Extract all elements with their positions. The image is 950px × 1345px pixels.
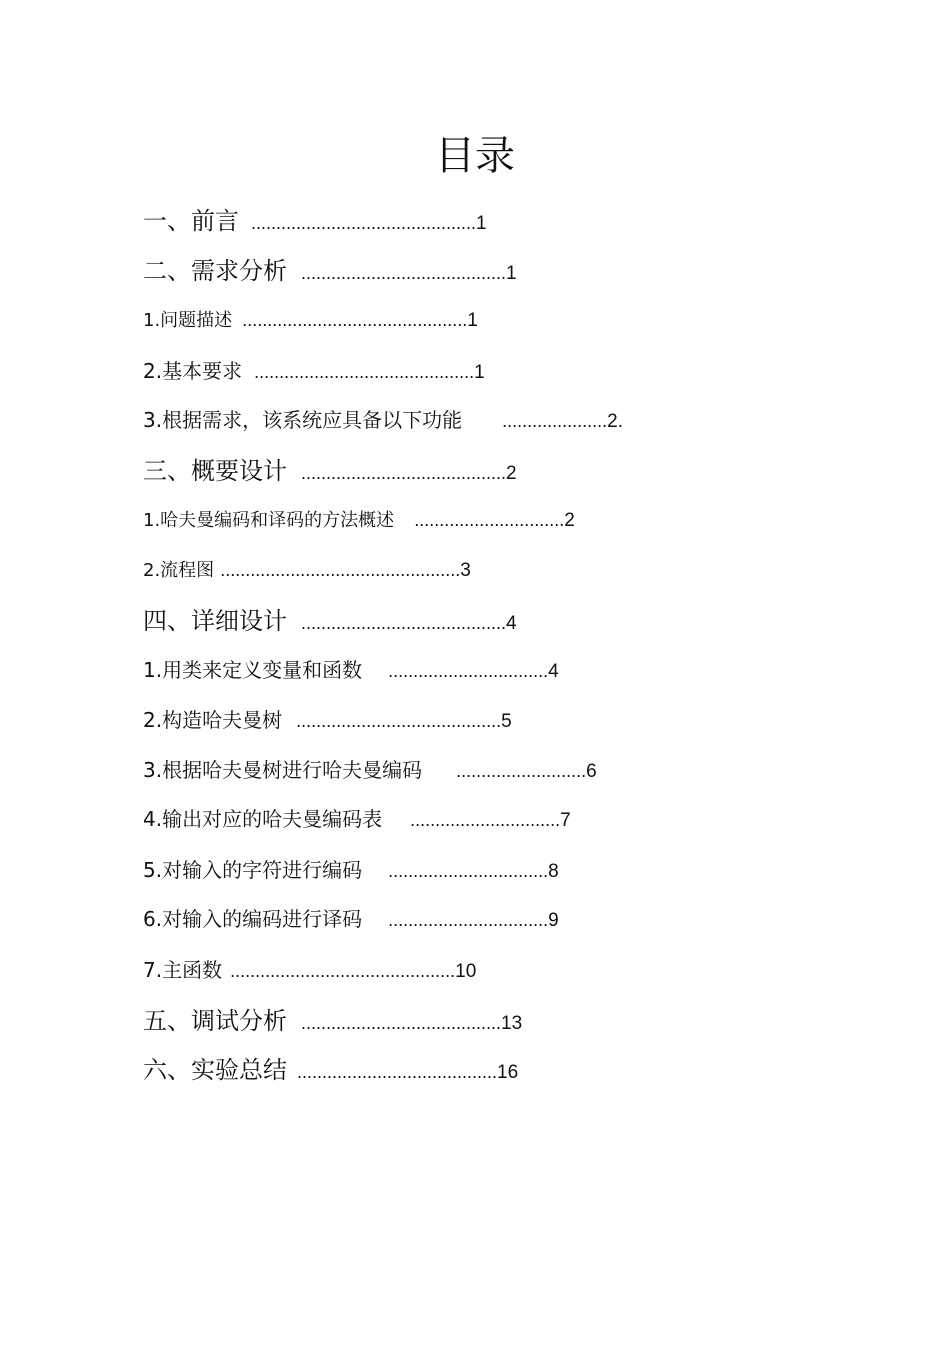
toc-entry-label: 2.构造哈夫曼树 <box>143 708 283 732</box>
toc-page-number: 2. <box>607 411 623 432</box>
toc-entry-label: 五、调试分析 <box>143 1007 287 1035</box>
toc-dot-leader: ................................ <box>388 661 549 681</box>
toc-entry-label: 四、详细设计 <box>143 607 287 635</box>
toc-entry-experiment-summary[interactable] <box>143 1050 518 1085</box>
page-title: 目录 <box>435 133 515 179</box>
toc-entry-label: 3.根据需求，该系统应具备以下功能 <box>143 408 463 432</box>
toc-dot-leader: ................................ <box>388 910 549 930</box>
toc-entry-label: 三、概要设计 <box>143 457 287 485</box>
toc-dot-leader: ..................... <box>502 411 608 431</box>
toc-page-number: 4 <box>548 661 559 682</box>
toc-page-number: 13 <box>501 1013 523 1034</box>
toc-entry-label: 2.流程图 <box>143 560 215 581</box>
toc-entry-huffman-method-overview[interactable] <box>143 506 575 532</box>
toc-entry-system-functions[interactable] <box>143 404 623 433</box>
toc-page-number: 5 <box>501 711 512 732</box>
toc-entry-label: 二、需求分析 <box>143 257 287 285</box>
toc-entry-main-function[interactable] <box>143 954 476 983</box>
toc-entry-class-definitions[interactable] <box>143 654 559 683</box>
toc-dot-leader: ................................ <box>388 861 549 881</box>
toc-entry-label: 2.基本要求 <box>143 359 243 383</box>
toc-entry-outline-design[interactable] <box>143 451 517 486</box>
toc-entry-label: 6.对输入的编码进行译码 <box>143 907 363 931</box>
toc-page-number: 8 <box>548 861 559 882</box>
toc-dot-leader: ......................................... <box>296 711 502 731</box>
toc-dot-leader: ................................................ <box>220 560 461 580</box>
toc-entry-requirements-analysis[interactable] <box>143 251 517 286</box>
toc-dot-leader: ............................................. <box>251 213 477 233</box>
toc-dot-leader: .............................. <box>410 810 561 830</box>
toc-entry-detailed-design[interactable] <box>143 601 517 636</box>
toc-entry-huffman-encoding[interactable] <box>143 754 597 783</box>
toc-dot-leader: ......................................... <box>301 263 507 283</box>
toc-page-number: 10 <box>455 961 477 982</box>
toc-page-number: 9 <box>548 910 559 931</box>
toc-page-number: 1 <box>474 362 485 383</box>
toc-entry-preface[interactable] <box>143 201 487 236</box>
toc-entry-label: 5.对输入的字符进行编码 <box>143 858 363 882</box>
toc-entry-label: 六、实验总结 <box>143 1056 287 1084</box>
toc-page-number: 1 <box>467 310 478 331</box>
toc-entry-flowchart[interactable] <box>143 556 471 582</box>
toc-dot-leader: .......................... <box>456 761 587 781</box>
toc-page-number: 2 <box>506 463 517 484</box>
toc-page-number: 7 <box>560 810 571 831</box>
toc-page-number: 1 <box>506 263 517 284</box>
toc-entry-basic-requirements[interactable] <box>143 355 485 384</box>
toc-entry-label: 一、前言 <box>143 207 239 235</box>
toc-page-number: 4 <box>506 613 517 634</box>
toc-page-number: 3 <box>460 560 471 581</box>
toc-page-number: 1 <box>476 213 487 234</box>
toc-dot-leader: ........................................ <box>297 1062 498 1082</box>
toc-dot-leader: ............................................. <box>242 310 468 330</box>
toc-dot-leader: ............................................ <box>254 362 475 382</box>
toc-entry-build-huffman-tree[interactable] <box>143 704 512 733</box>
toc-entry-output-code-table[interactable] <box>143 803 571 832</box>
toc-page-number: 2 <box>564 510 575 531</box>
toc-dot-leader: ......................................... <box>301 463 507 483</box>
toc-entry-label: 1.用类来定义变量和函数 <box>143 658 363 682</box>
toc-dot-leader: ........................................ <box>301 1013 502 1033</box>
toc-entry-encode-characters[interactable] <box>143 854 559 883</box>
toc-page-number: 6 <box>586 761 597 782</box>
toc-dot-leader: ............................................. <box>230 961 456 981</box>
toc-entry-label: 3.根据哈夫曼树进行哈夫曼编码 <box>143 758 423 782</box>
toc-dot-leader: .............................. <box>414 510 565 530</box>
toc-entry-label: 1.问题描述 <box>143 310 233 331</box>
toc-dot-leader: ......................................... <box>301 613 507 633</box>
toc-entry-label: 1.哈夫曼编码和译码的方法概述 <box>143 510 395 531</box>
toc-page-number: 16 <box>497 1062 519 1083</box>
toc-entry-label: 7.主函数 <box>143 958 223 982</box>
toc-entry-debug-analysis[interactable] <box>143 1001 522 1036</box>
toc-entry-decode-codes[interactable] <box>143 903 559 932</box>
toc-entry-problem-description[interactable] <box>143 306 478 332</box>
toc-entry-label: 4.输出对应的哈夫曼编码表 <box>143 807 383 831</box>
